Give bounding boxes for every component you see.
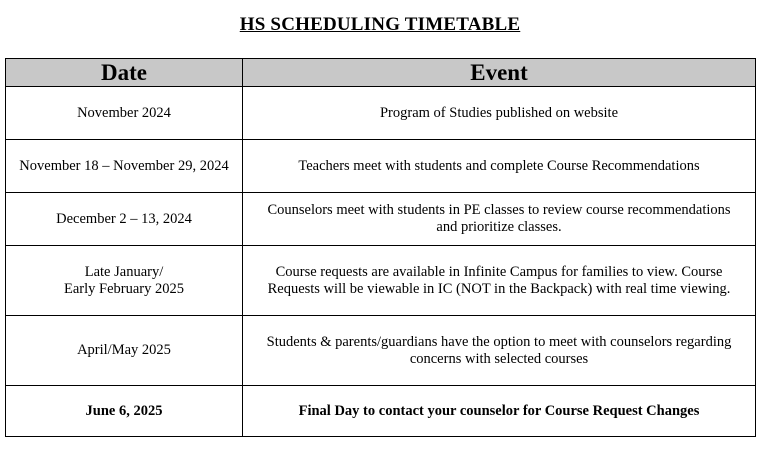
event-text: Final Day to contact your counselor for Course Request Changes bbox=[298, 402, 700, 419]
table-row bbox=[6, 246, 756, 316]
table-row bbox=[6, 140, 756, 193]
event-text-line-2: and prioritize classes. bbox=[436, 219, 562, 235]
date-text: June 6, 2025 bbox=[85, 402, 163, 419]
event-cell bbox=[243, 193, 756, 246]
event-cell bbox=[243, 246, 756, 316]
event-text-line-2: concerns with selected courses bbox=[409, 350, 589, 367]
date-cell bbox=[6, 193, 243, 246]
event-cell bbox=[243, 386, 756, 437]
table-row bbox=[6, 193, 756, 246]
timetable bbox=[5, 58, 756, 437]
date-text: November 2024 bbox=[77, 104, 171, 121]
event-text-line-1: Course requests are available in Infinite Campus for families to view. Course bbox=[275, 263, 723, 280]
event-cell bbox=[243, 87, 756, 140]
date-cell bbox=[6, 140, 243, 193]
header-row bbox=[6, 59, 756, 87]
table-row bbox=[6, 386, 756, 437]
date-text: April/May 2025 bbox=[77, 342, 171, 358]
event-text-line-2: Requests will be viewable in IC (NOT in the Backpack) with real time viewing. bbox=[267, 280, 731, 297]
date-cell bbox=[6, 246, 243, 316]
date-text: December 2 – 13, 2024 bbox=[56, 210, 192, 227]
date-text: November 18 – November 29, 2024 bbox=[19, 157, 229, 174]
event-text: Program of Studies published on website bbox=[379, 104, 619, 121]
event-text: Teachers meet with students and complete Course Recommendations bbox=[298, 157, 700, 174]
event-text-line-1: Students & parents/guardians have the option to meet with counselors regarding bbox=[266, 333, 732, 350]
date-cell bbox=[6, 386, 243, 437]
event-cell bbox=[243, 140, 756, 193]
date-column-header: Date bbox=[6, 59, 243, 87]
page-title: HS SCHEDULING TIMETABLE bbox=[239, 14, 521, 35]
date-text-line-2: Early February 2025 bbox=[64, 280, 184, 297]
event-text-line-1: Counselors meet with students in PE classes to review course recommendations bbox=[267, 202, 731, 218]
event-column-header: Event bbox=[243, 59, 756, 87]
date-cell bbox=[6, 87, 243, 140]
event-cell bbox=[243, 316, 756, 386]
table-row bbox=[6, 87, 756, 140]
table-row bbox=[6, 316, 756, 386]
date-cell bbox=[6, 316, 243, 386]
date-text-line-1: Late January/ bbox=[84, 263, 164, 280]
